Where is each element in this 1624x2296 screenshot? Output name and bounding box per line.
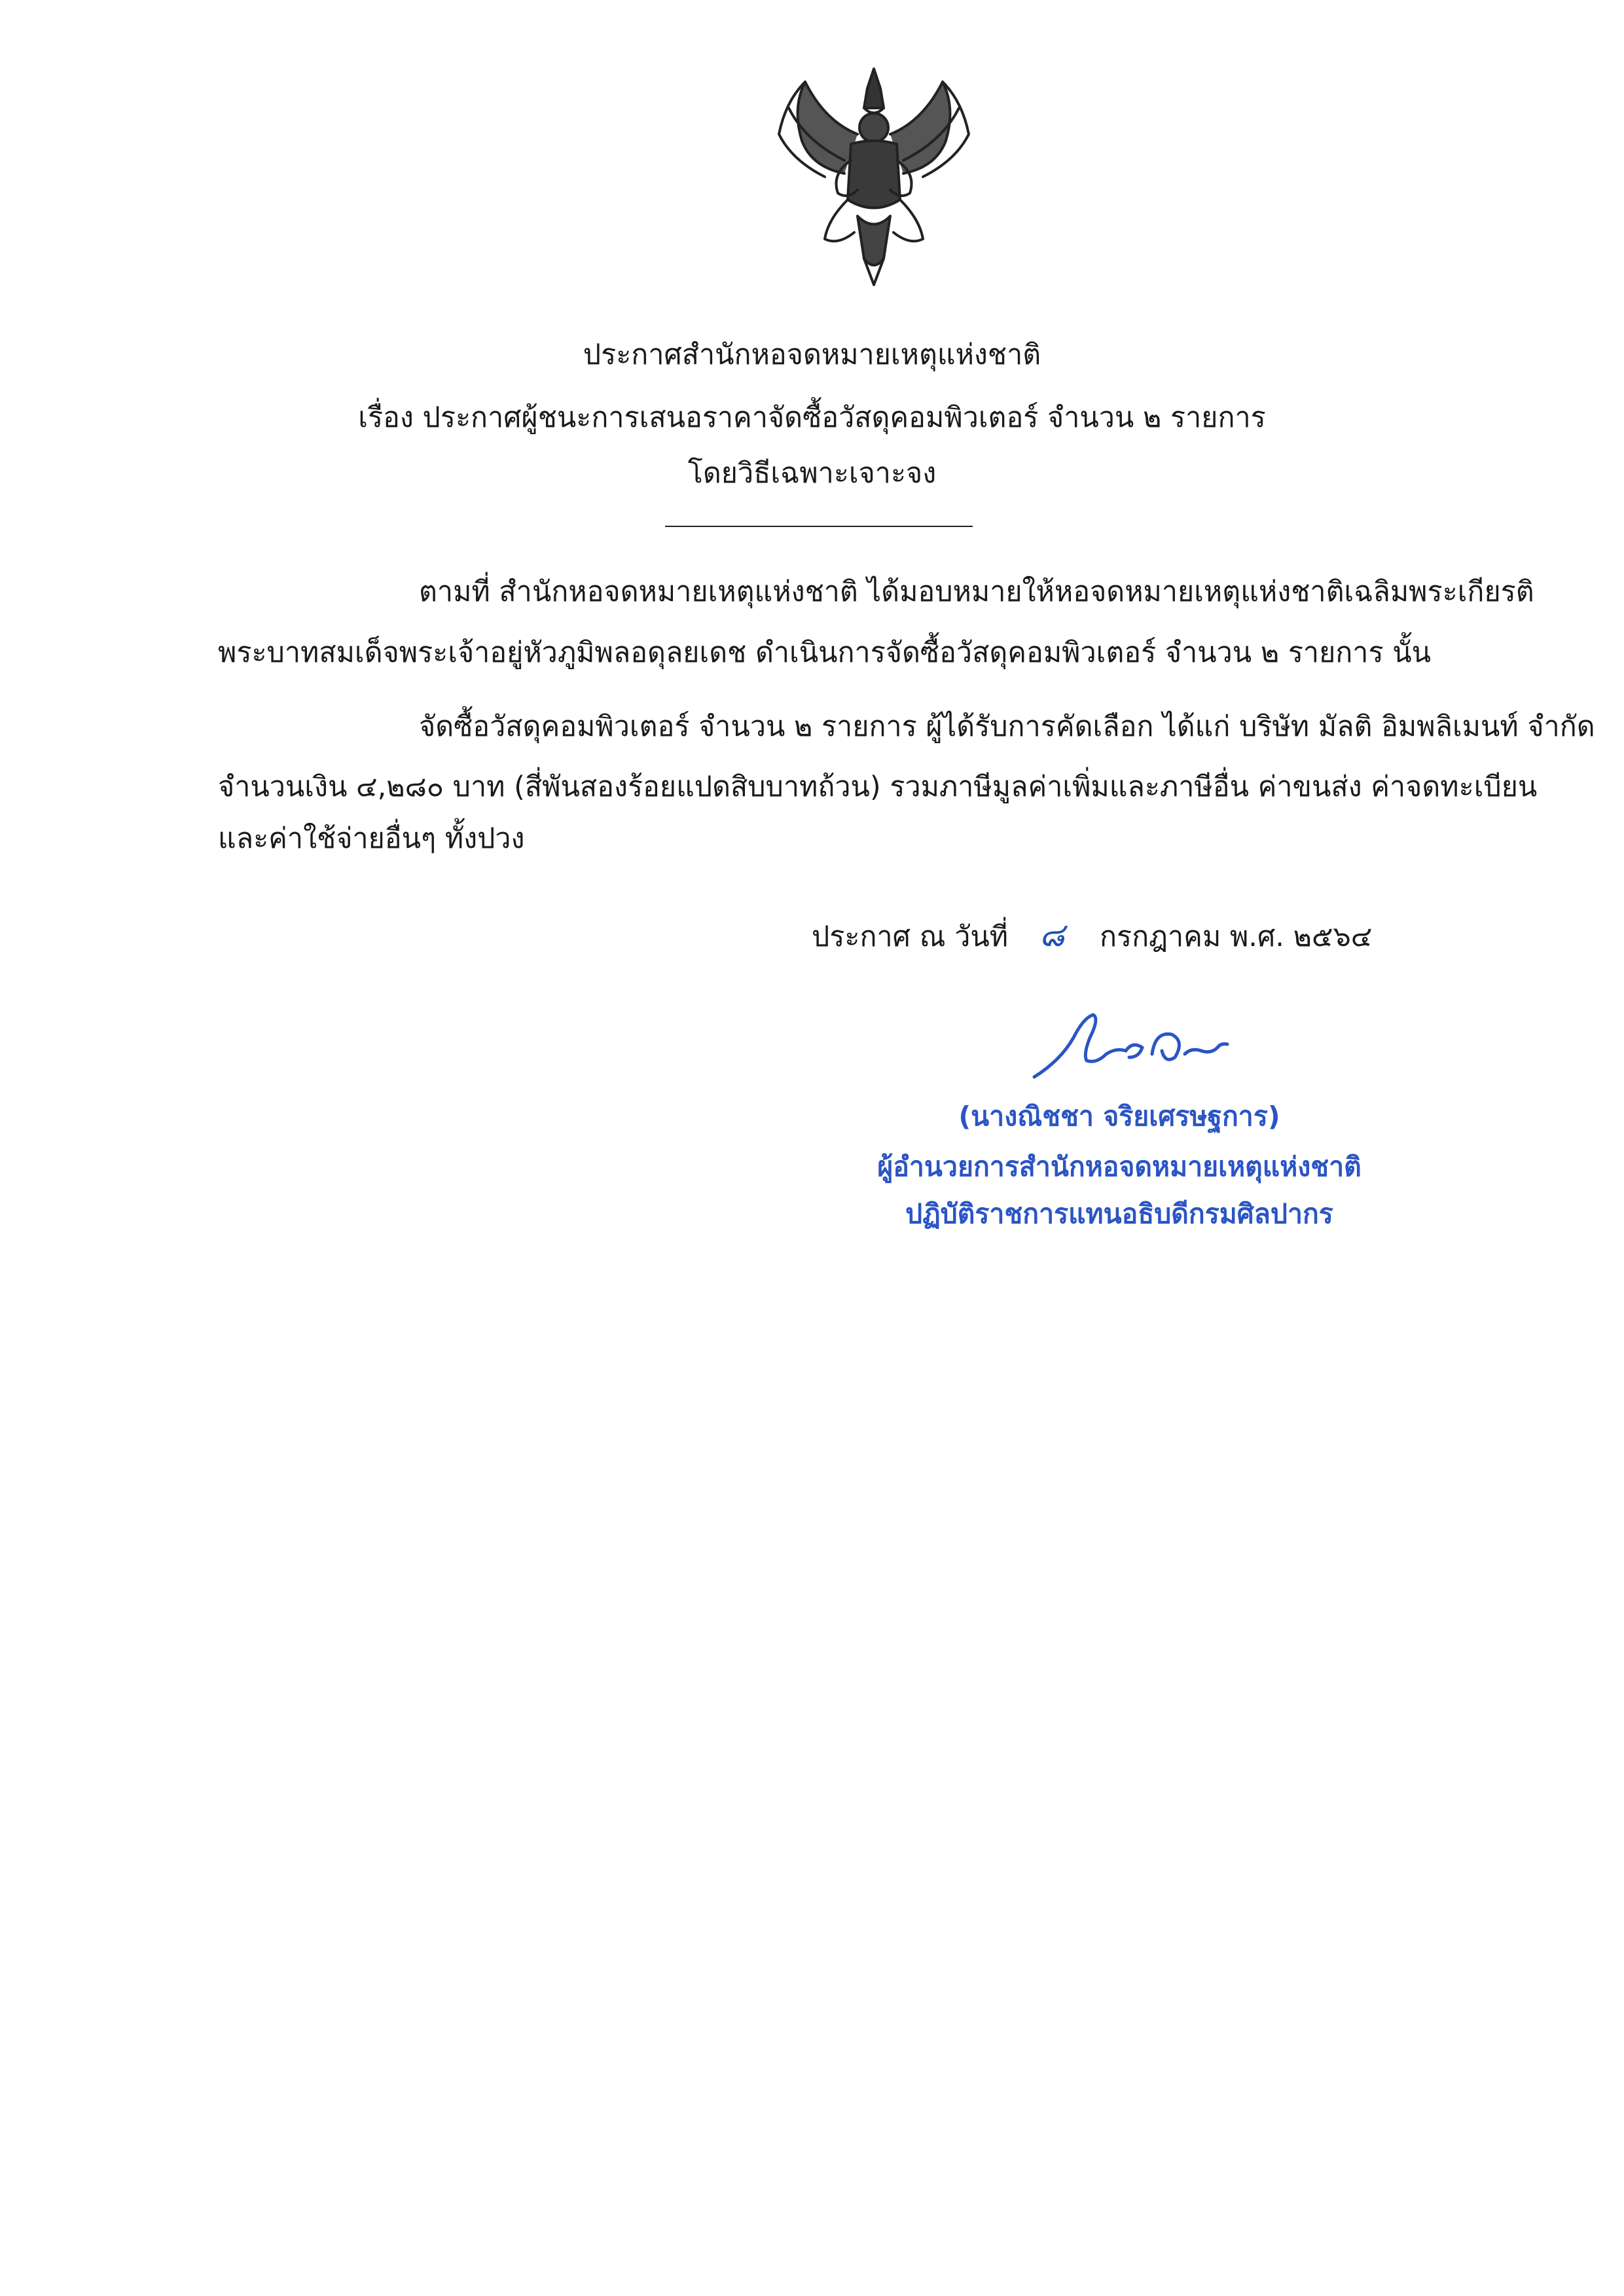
garuda-emblem-icon (766, 62, 982, 291)
paragraph-2-line-3: และค่าใช้จ่ายอื่นๆ ทั้งปวง (218, 822, 525, 855)
divider (665, 526, 973, 527)
paragraph-2-line-2: จำนวนเงิน ๔,๒๘๐ บาท (สี่พันสองร้อยแปดสิบบาทถ้วน) รวมภาษีมูลค่าเพิ่มและภาษีอื่น ค่าขนส่ง ค่าจดทะเบียน (218, 771, 1538, 803)
signature-icon (1021, 998, 1257, 1090)
signatory-name: (นางณิชชา จริยเศรษฐการ) (958, 1101, 1280, 1132)
announcement-date (812, 915, 1372, 957)
paragraph-1-line-1: ตามที่ สำนักหอจดหมายเหตุแห่งชาติ ได้มอบหมายให้หอจดหมายเหตุแห่งชาติเฉลิมพระเกียรติ (419, 575, 1534, 608)
procurement-method: โดยวิธีเฉพาะเจาะจง (687, 457, 937, 490)
signatory-title: ผู้อำนวยการสำนักหอจดหมายเหตุแห่งชาติ (877, 1151, 1362, 1182)
date-day-handwritten: ๘ (1039, 916, 1065, 954)
signatory-acting: ปฏิบัติราชการแทนอธิบดีกรมศิลปากร (905, 1198, 1333, 1230)
subject-line: เรื่อง ประกาศผู้ชนะการเสนอราคาจัดซื้อวัสดุคอมพิวเตอร์ จำนวน ๒ รายการ (358, 401, 1266, 434)
paragraph-2-line-1: จัดซื้อวัสดุคอมพิวเตอร์ จำนวน ๒ รายการ ผู้ได้รับการคัดเลือก ได้แก่ บริษัท มัลติ อิมพลิเมนท์ จำกัด (419, 710, 1595, 743)
date-month-year: กรกฎาคม พ.ศ. ๒๕๖๔ (1100, 920, 1373, 953)
date-prefix: ประกาศ ณ วันที่ (812, 920, 1009, 953)
agency-title: ประกาศสำนักหอจดหมายเหตุแห่งชาติ (583, 338, 1041, 371)
paragraph-1-line-2: พระบาทสมเด็จพระเจ้าอยู่หัวภูมิพลอดุลยเดช ดำเนินการจัดซื้อวัสดุคอมพิวเตอร์ จำนวน ๒ รายการ นั้น (218, 636, 1432, 669)
